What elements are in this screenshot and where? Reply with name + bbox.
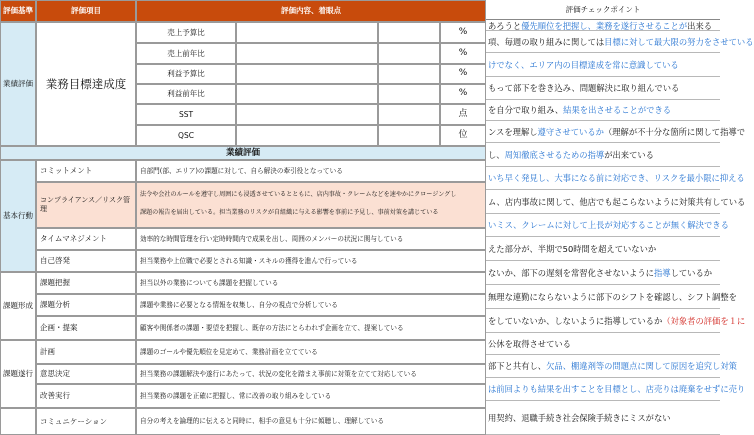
metric-value-cell[interactable]: [378, 104, 440, 125]
content-compliance-line2: 課題の報告を届出している。担当業務のリスクが自組織に与える影響を事前に予見し、事前対策を講じている: [140, 208, 439, 216]
metric-unit: %: [440, 43, 486, 64]
content-self-development: 担当業務や上位職で必要とされる知識・スキルの獲得を進んで行っている: [136, 250, 486, 272]
metric-value-cell[interactable]: [378, 64, 440, 84]
checkpoint-text: いミス、クレームに対して上長が対応することが無く解決できる: [488, 220, 729, 230]
metric-value-cell[interactable]: [236, 104, 378, 125]
content-commitment: 自部門(部、エリア)の課題に対して、自ら解決の牽引役となっている: [136, 160, 486, 182]
checkpoint-row: [486, 378, 746, 401]
checkpoint-row: [486, 214, 729, 237]
checkpoint-row: [486, 167, 745, 190]
metric-value-cell[interactable]: [378, 125, 440, 146]
checkpoint-header: 評価チェックポイント: [486, 0, 720, 20]
checkpoint-text: をしていないか、しないように指導しているか: [488, 315, 663, 326]
metric-label: 売上予算比: [136, 22, 236, 43]
checkpoint-text: 用契約、退職手続き社会保険手続きにミスがない: [488, 412, 671, 423]
checkpoint-text: （理解が不十分な箇所に関して指導で: [603, 126, 745, 137]
performance-title: 業務目標達成度: [36, 22, 136, 146]
checkpoint-text: は前回よりも結果を出すことを目標とし、店売りは廃棄をせずに売り: [488, 384, 746, 394]
checkpoint-text: 結果を出させることができる: [563, 105, 672, 115]
metric-value-cell[interactable]: [378, 84, 440, 104]
metric-value-cell[interactable]: [236, 125, 378, 146]
checkpoint-row: [486, 401, 720, 435]
checkpoint-text: 目標に対して最大限の努力をさせている: [604, 36, 754, 47]
metric-unit: %: [440, 64, 486, 84]
item-compliance: コンプライアンス／リスク管理: [36, 182, 136, 228]
checkpoint-text: を自分で取り組み、: [488, 105, 564, 115]
item-issue-analysis: 課題分析: [36, 294, 136, 316]
metric-value-cell[interactable]: [236, 64, 378, 84]
category-issue-exec: 課題遂行: [0, 340, 36, 408]
item-planning-proposal: 企画・提案: [36, 316, 136, 340]
metric-label: QSC: [136, 125, 236, 146]
metric-label: 売上前年比: [136, 43, 236, 64]
checkpoint-row: [486, 121, 745, 143]
metric-value-cell[interactable]: [236, 84, 378, 104]
category-basic: 基本行動: [0, 160, 36, 272]
checkpoint-text: 指導: [653, 267, 671, 278]
metric-unit: %: [440, 84, 486, 104]
checkpoint-text: 部下と共有し、: [488, 361, 547, 371]
performance-band: 業績評価: [0, 146, 486, 160]
checkpoint-text: ム、店内事故に関して、他店でも起こらないように対策共有している: [488, 196, 746, 207]
checkpoint-row: [486, 261, 720, 285]
checkpoint-text: 優先順位を把握し、業務を遂行させることが: [521, 21, 688, 31]
checkpoint-text: いち早く発見し、大事になる前に対応でき、リスクを最小限に抑える: [488, 173, 745, 183]
item-issue-grasp: 課題把握: [36, 272, 136, 294]
content-planning-proposal: 顧客や関係者の課題・要望を把握し、既存の方法にとらわれず企画を立て、提案している: [136, 316, 486, 340]
item-improvement: 改善実行: [36, 384, 136, 408]
checkpoint-text: 公休を取得させている: [488, 338, 571, 349]
item-plan: 計画: [36, 340, 136, 364]
category-empty: [0, 408, 36, 435]
checkpoint-panel: [486, 0, 754, 435]
checkpoint-text: し、: [488, 149, 505, 160]
metric-value-cell[interactable]: [236, 43, 378, 64]
metric-unit: 位: [440, 125, 486, 146]
content-issue-grasp: 担当以外の業務についても課題を把握している: [136, 272, 486, 294]
item-commitment: コミットメント: [36, 160, 136, 182]
checkpoint-row: [486, 31, 754, 53]
item-time-management: タイムマネジメント: [36, 228, 136, 250]
content-issue-analysis: 課題や業務に必要となる情報を収集し、自分の視点で分析している: [136, 294, 486, 316]
checkpoint-text: 無理な連勤にならないように部下のシフトを確認し、シフト調整を: [488, 291, 737, 302]
content-compliance: [136, 182, 486, 228]
metric-label: 利益前年比: [136, 84, 236, 104]
checkpoint-text: ンスを理解し: [488, 126, 538, 137]
content-communication: 自分の考えを論理的に伝えると同時に、相手の意見も十分に傾聴し、理解している: [136, 408, 486, 435]
checkpoint-text: ないか、部下の遅刻を常習化させないように: [488, 267, 654, 278]
metric-value-cell[interactable]: [378, 22, 440, 43]
content-plan: 課題のゴールや優先順位を見定めて、業務計画を立てている: [136, 340, 486, 364]
checkpoint-row: [486, 143, 720, 167]
checkpoint-row: [486, 333, 720, 355]
checkpoint-text: しているか: [670, 267, 713, 278]
item-decision: 意思決定: [36, 364, 136, 384]
category-issue-forming: 課題形成: [0, 272, 36, 340]
checkpoint-row: [486, 285, 737, 309]
metric-label: SST: [136, 104, 236, 125]
metric-unit: %: [440, 22, 486, 43]
checkpoint-text: 遵守させているか: [537, 126, 604, 137]
header-content: 評価内容、着眼点: [136, 0, 486, 22]
checkpoint-row: [486, 355, 737, 378]
checkpoint-text: 周知徹底させるための指導: [504, 149, 605, 160]
metric-value-cell[interactable]: [236, 22, 378, 43]
checkpoint-row: [486, 237, 720, 261]
checkpoint-text: 出来る: [687, 21, 713, 31]
metric-unit: 点: [440, 104, 486, 125]
item-self-development: 自己啓発: [36, 250, 136, 272]
category-performance: 業績評価: [0, 22, 36, 146]
checkpoint-row: [486, 77, 720, 100]
content-compliance-line1: 法令や会社のルールを遵守し周囲にも浸透させているとともに、店内事故・クレームなどを速やかにクロージングし: [140, 191, 457, 198]
checkpoint-text: 欠品、棚違剤等の問題点に関して原因を追究し対策: [546, 361, 737, 371]
checkpoint-text: けでなく、エリア内の目標達成を常に意識している: [488, 59, 679, 70]
content-decision: 担当業務の課題解決や遂行にあたって、状況の変化を踏まえ事前に対策を立てて対応している: [136, 364, 486, 384]
checkpoint-row: [486, 53, 720, 77]
checkpoint-row: [486, 100, 720, 121]
checkpoint-row: [486, 22, 720, 31]
item-communication: コミュニケーション: [36, 408, 136, 435]
metric-value-cell[interactable]: [378, 43, 440, 64]
header-item: 評価項目: [36, 0, 136, 22]
checkpoint-row: [486, 309, 746, 333]
checkpoint-row: [486, 190, 746, 214]
content-improvement: 担当業務の課題を正確に把握し、常に改善の取り組みをしている: [136, 384, 486, 408]
header-criteria: 評価基準: [0, 0, 36, 22]
checkpoint-text: もって部下を巻き込み、問題解決に取り組んでいる: [488, 83, 680, 93]
checkpoint-text: あろうと: [488, 21, 522, 31]
checkpoint-text: （対象者の評価を１に: [662, 315, 746, 326]
metric-label: 利益予算比: [136, 64, 236, 84]
content-time-management: 効率的な時間管理を行い定時時間内で成果を出し、周囲のメンバーの状況に関与している: [136, 228, 486, 250]
checkpoint-text: えた部分が、半期で50時間を超えていないか: [488, 243, 657, 254]
checkpoint-text: 項、毎週の取り組みに関しては: [488, 36, 605, 47]
checkpoint-text: が出来ている: [604, 149, 654, 160]
